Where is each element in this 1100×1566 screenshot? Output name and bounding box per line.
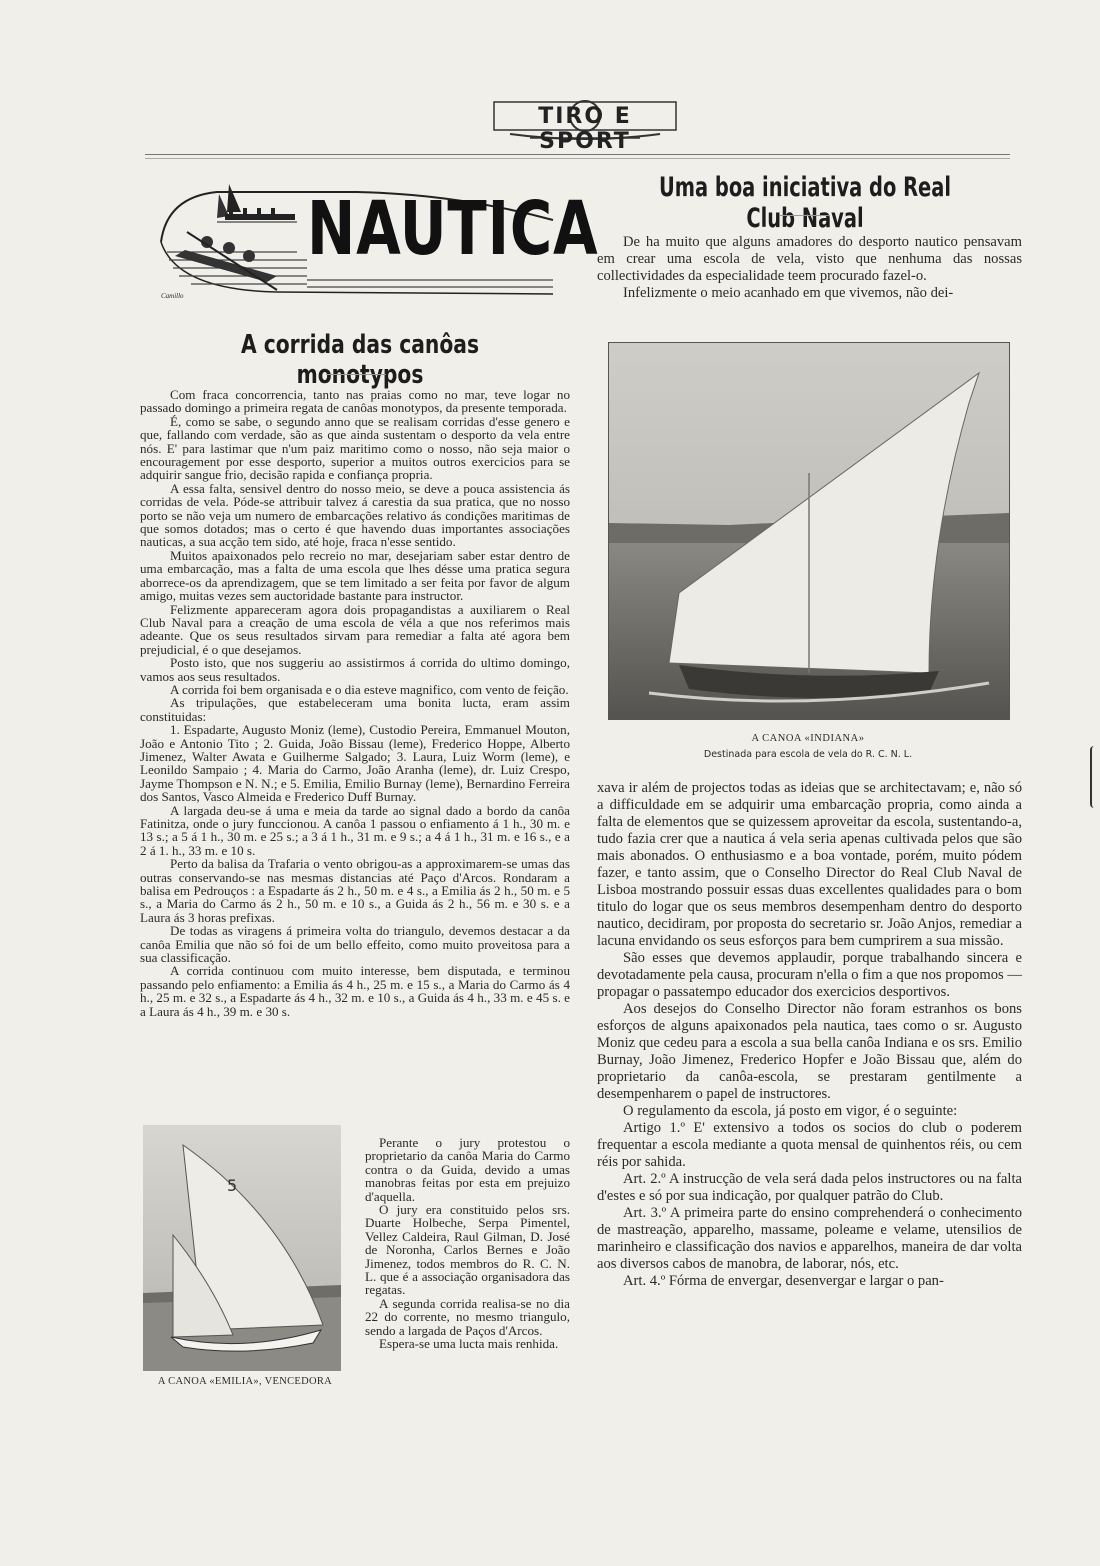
- paragraph: O jury era constituido pelos srs. Duarte Holbeche, Serpa Pimentel, Vellez Caldeira, Raul Gilman, D. José de Noronha, Carlos Bernes e João Jimenez, todos membros do R. C. N. L. que é a associação organisadora das regatas.: [365, 1202, 570, 1298]
- paragraph: O regulamento da escola, já posto em vigor, é o seguinte:: [623, 1103, 958, 1119]
- paragraph: Art. 3.º A primeira parte do ensino comprehenderá o conhecimento de mastreação, apparelho, massame, poleame e velame, utensilios de marinheiro e classificação dos navios e apparelhos, maneira de dar volta aos diversos cabos de manobra, de laborar, nós, etc.: [597, 1205, 1022, 1272]
- paragraph: Aos desejos do Conselho Director não foram estranhos os bons esforços de alguns apaixonados pela nautica, taes como o sr. Augusto Moniz que cedeu para a escola a sua bella canôa Indiana e os srs. Emilio Burnay, João Jimenez, Frederico Hopfer e João Bissau que, além do proprietario da canôa-escola, se prestaram gentilmente a desempenharem o papel de instructores.: [597, 1001, 1022, 1102]
- paragraph: Art. 4.º Fórma de envergar, desenvergar e largar o pan-: [623, 1273, 944, 1289]
- photo-canoa-emilia: [143, 1125, 341, 1371]
- banner-signature: Camillo: [161, 292, 184, 300]
- paragraph: Muitos apaixonados pelo recreio no mar, desejariam saber estar dentro de uma embarcação, mas a falta de uma escola que lhes désse uma pratica segura aborrece-os da aprendizagem, que se tem limitado a ser feita por favor de algum amigo, muitas vezes sem auctoridade bastante para instructor.: [140, 547, 570, 604]
- left-article-lower-column: [365, 1136, 570, 1351]
- masthead-text: TIRO E SPORT: [538, 104, 632, 154]
- paragraph: Com fraca concorrencia, tanto nas praias como no mar, teve logar no passado domingo a primeira regata de canôas monotypos, da presente temporada.: [140, 387, 570, 416]
- paragraph: Art. 2.º A instrucção de vela será dada pelos instructores ou na falta d'estes e só por sua indicação, por qualquer patrão do Club.: [597, 1171, 1022, 1204]
- photo-subcaption-indiana: Destinada para escola de vela do R. C. N. L.: [703, 749, 913, 760]
- paragraph: A largada deu-se á uma e meia da tarde ao signal dado a bordo da canôa Fatinitza, onde o jury funccionou. A canôa 1 passou o enfiamento á 1 h., 30 m. e 13 s.; a 5 á 1 h., 30 m. e 25 s.; a 3 á 1 h., 31 m. e 9 s.; a 4 á 1 h., 31 m. e 16 s., e a 2 á 1. h., 33 m. e 10 s.: [140, 802, 570, 858]
- right-article-intro: [597, 234, 1022, 302]
- nautica-title: NAUTICA: [307, 186, 599, 272]
- paragraph: Perante o jury protestou o proprietario da canôa Maria do Carmo contra o da Guida, devido a umas manobras feitas por esta em prejuizo d'aquella.: [365, 1135, 570, 1204]
- left-article-title: A corrida das canôas monotypos: [240, 330, 480, 390]
- title-rule: [326, 374, 386, 375]
- paragraph: A segunda corrida realisa-se no dia 22 do corrente, no mesmo triangulo, sendo a largada de Paços d'Arcos.: [365, 1295, 570, 1338]
- paragraph-continued: xava ir além de projectos todas as ideias que se architectavam; e, não só a difficuldade em se adquirir uma embarcação propria, como ainda a falta de elementos que se quizessem aproveitar da escola, sustentando-a, tudo fazia crer que a nautica á vela seria apenas cultivada pelos que são mais abonados. O enthusiasmo e a boa vontade, porém, muito pódem fazer, e tanto assim, que o Conselho Director do Real Club Naval de Lisboa mostrando possuir essas duas excellentes qualidades para o bom titulo do logar que os seus membros desempenham dentro do desporto nautico, decidiram, por proposta do secretario sr. João Anjos, remediar a lacuna envidando os seus esforços para bem cumprirem a sua missão.: [597, 780, 1022, 949]
- header-rule: [145, 154, 1010, 155]
- paragraph: Infelizmente o meio acanhado em que vivemos, não dei-: [623, 285, 954, 301]
- title-rule: [780, 215, 830, 216]
- paragraph: A corrida continuou com muito interesse, bem disputada, e terminou passando pelo enfiamento: a Emilia ás 4 h., 25 m. e 15 s., a Maria do Carmo ás 4 h., 25 m. e 32 s., a Espadarte ás 4 h., 32 m. e 10 s., a Guida ás 4 h., 33 m. e 45 s. e a Laura ás 4 h., 39 m. e 30 s.: [140, 963, 570, 1019]
- sailboat-photo: [143, 1125, 341, 1371]
- paragraph: A corrida foi bem organisada e o dia esteve magnifico, com vento de feição.: [170, 681, 569, 697]
- paragraph: Artigo 1.º E' extensivo a todos os socios do club o poderem frequentar a escola mediante a quota mensal de quinhentos réis, ou cem réis por sahida.: [597, 1120, 1022, 1170]
- paragraph: É, como se sabe, o segundo anno que se realisam corridas d'esse genero e que, fallando com verdade, são as que ainda sustentam o desporto da vela entre nós. E' para lastimar que n'um paiz maritimo como o nosso, não seja maior o encouragement por esse desporto, superior a muitos outros exercicios para se adquirir sangue frio, decisão rapida e confiança propria.: [140, 413, 570, 483]
- sailboat-photo: [609, 343, 1009, 719]
- sail-number: 5: [227, 1176, 238, 1195]
- right-article-body: [597, 780, 1022, 1290]
- crew-list: 1. Espadarte, Augusto Moniz (leme), Custodio Pereira, Emmanuel Mouton, João e Antonio Tito ; 2. Guida, João Bissau (leme), Frederico Hoppe, Alberto Jimenez, Walter Awata e Guilherme Salgado; 3. Laura, Luiz Worm (leme), e Leonildo Sampaio ; 4. Maria do Carmo, João Aranha (leme), dr. Luiz Crespo, Jayme Thompson e N. N.; e 5. Emilia, Emilio Burnay (leme), Bernardino Ferreira dos Santos, Vasco Almeida e Frederico Duff Burnay.: [140, 722, 570, 805]
- header-rule-secondary: [145, 158, 1010, 159]
- photo-canoa-indiana: [608, 342, 1010, 720]
- right-article-title: Uma boa iniciativa do Real Club Naval: [658, 172, 952, 234]
- page-edge-mark: [1090, 746, 1098, 808]
- left-article-body: [140, 388, 570, 1018]
- nautica-banner: [157, 172, 599, 302]
- paragraph: A essa falta, sensivel dentro do nosso meio, se deve a pouca assistencia ás corridas de vela. Póde-se attribuir talvez á carestia da sua pratica, que no nosso porto se não veja um numero de embarcações relativo ás condições maritimas de que somos dotados; mas o certo é que havendo duas importantes associações nauticas, a sua acção tem sido, até hoje, fraca n'esse sentido.: [140, 480, 570, 550]
- paragraph: São esses que devemos applaudir, porque trabalhando sincera e devotadamente pela causa, procuram n'ella o fim a que nos propomos — propagar o passatempo educador dos exercicios desportivos.: [597, 950, 1022, 1000]
- photo-caption-indiana: A CANOA «INDIANA»: [751, 733, 865, 744]
- paragraph: Espera-se uma lucta mais renhida.: [379, 1336, 559, 1352]
- paragraph: As tripulações, que estabeleceram uma bonita lucta, eram assim constituidas:: [140, 695, 570, 724]
- masthead-logo: [490, 96, 680, 154]
- paragraph: Perto da balisa da Trafaria o vento obrigou-as a approximarem-se umas das outras conservando-se nas mesmas distancias até Paço d'Arcos. Rondaram a balisa em Pedrouços : a Espadarte ás 2 h., 50 m. e 4 s., a Emilia ás 2 h., 50 m. e 5 s., a Maria do Carmo ás 2 h., 50 m. e 10 s., a Guida ás 2 h., 56 m. e 30 s. e a Laura ás 3 horas prefixas.: [140, 856, 570, 925]
- paragraph: De todas as viragens á primeira volta do triangulo, devemos destacar a da canôa Emilia que não só foi de um bello effeito, como muito proveitosa para a sua classificação.: [140, 923, 570, 966]
- paragraph: Posto isto, que nos suggeriu ao assistirmos á corrida do ultimo domingo, vamos aos seus resultados.: [140, 655, 570, 684]
- paragraph: De ha muito que alguns amadores do desporto nautico pensavam em crear uma escola de vela, visto que nenhuma das nossas collectividades da especialidade teem procurado fazel-o.: [597, 234, 1022, 284]
- paragraph: Felizmente appareceram agora dois propagandistas a auxiliarem o Real Club Naval para a creação de uma escola de véla a que nos referimos mais adeante. Que os seus resultados sirvam para remediar a falta até agora bem prejudicial, é o que desejamos.: [140, 601, 570, 657]
- photo-caption-emilia: A CANOA «EMILIA», VENCEDORA: [157, 1376, 333, 1387]
